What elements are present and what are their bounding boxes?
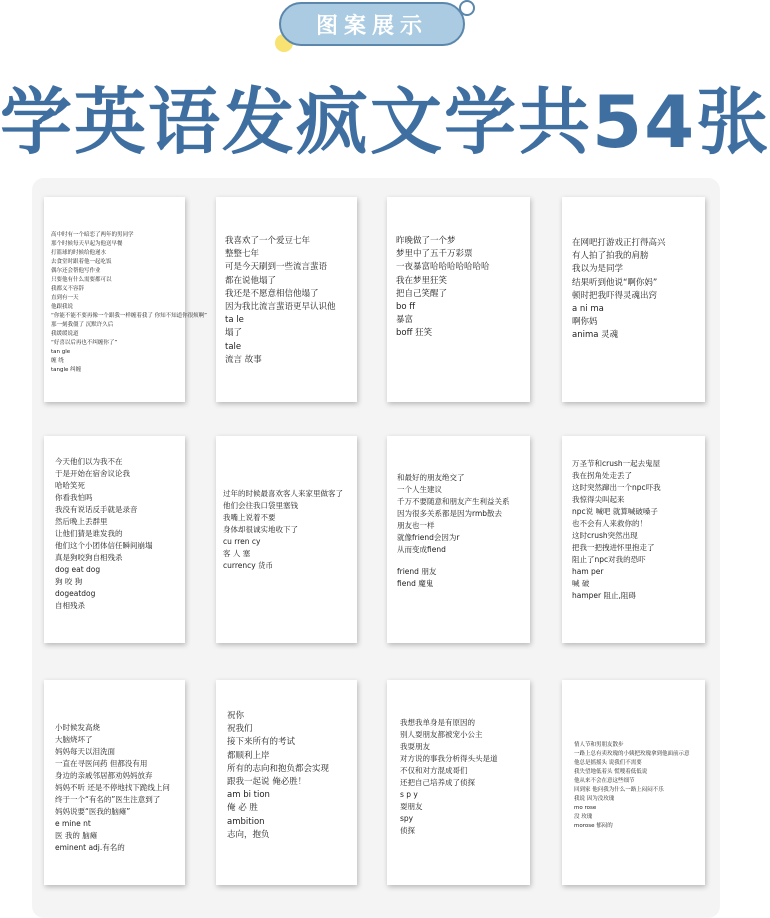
story-card <box>216 680 357 885</box>
card-text-line: 今天他们以为我不在 <box>55 457 123 466</box>
story-card <box>44 197 207 402</box>
card-text-line: 一路上总有卖玫瑰的小姨把玫瑰拿到他面前示意 <box>574 751 690 757</box>
card-text-line: 去食堂时跟着他一起吃饭 <box>51 259 112 265</box>
story-card <box>44 436 185 643</box>
card-text-line: morose 郁闷的 <box>574 823 613 829</box>
card-text-line: fiend 魔鬼 <box>397 579 434 588</box>
card-text-line: 妈妈不听 还是不停地找下跪线上问 <box>55 783 170 792</box>
card-text-line: 于是开始在宿舍议论我 <box>55 469 130 478</box>
card-text-line: 他总是摇摇头 说我们不需要 <box>574 760 642 766</box>
card-text-line: 终于一个“有名的”医生注意到了 <box>55 795 161 804</box>
card-text-line: 我嘴上说着不要 <box>223 513 276 522</box>
card-text-line: 他从来不会在意这些细节 <box>574 778 635 784</box>
card-text-line: “你能不能不要再像一个跟我一样缠着我了 你知不知道你很烦啊” <box>51 313 207 319</box>
card-text-line: 自相残杀 <box>55 601 85 610</box>
blue-dot-decoration <box>459 0 475 16</box>
card-text-line: 啊你妈 <box>572 317 598 328</box>
card-text-line: currency 货币 <box>223 561 274 570</box>
section-badge <box>271 0 481 60</box>
card-text-line: 结果听到他说“啊你妈” <box>572 277 658 288</box>
card-text-line: “好喜以后再也不纠缠你了” <box>51 340 118 346</box>
card-text-line: 侦探 <box>400 826 415 835</box>
card-text-line: tale <box>225 341 242 352</box>
card-text-line: 整整七年 <box>225 249 260 260</box>
badge-label: 图案展示 <box>279 2 465 46</box>
card-text-line: 把我一把拽进怀里抱走了 <box>572 543 655 552</box>
card-text-line: 万圣节和crush一起去鬼屋 <box>572 459 661 468</box>
card-text-line: 可是今天刷到一些流言蜚语 <box>225 262 328 273</box>
card-text-line: 身边的亲戚邻居都劝妈妈放弃 <box>55 771 153 780</box>
card-text-line: 这时crush突然出现 <box>572 531 638 540</box>
card-text-line: 打篮球的时候给他递水 <box>51 250 107 256</box>
card-text-line: 我在梦里狂笑 <box>396 275 448 286</box>
card-text-line: 祝我们 <box>227 724 253 735</box>
card-text-line: 然后晚上丢群里 <box>55 517 108 526</box>
card-text-line: 缠 绕 <box>51 358 64 364</box>
story-card <box>562 197 705 402</box>
card-text-line: e mine nt <box>55 819 91 828</box>
card-text-line: 喊 破 <box>572 579 590 588</box>
card-text-line: ambition <box>227 816 265 827</box>
card-text-line: 小时候发高烧 <box>55 723 100 732</box>
card-text-line: 所有的志向和抱负都会实现 <box>227 763 330 774</box>
card-text-line: 他跟我说 <box>51 304 74 310</box>
story-card <box>387 680 530 885</box>
story-card <box>562 680 705 885</box>
card-text-line: 我失望地低着头 慌嗖着低低说 <box>574 769 648 775</box>
story-card <box>562 436 705 643</box>
card-text-line: 耍朋友 <box>400 802 423 811</box>
story-card <box>387 436 530 643</box>
card-text-line: ham per <box>572 567 604 576</box>
card-text-line: 接下来所有的考试 <box>227 737 296 748</box>
card-text-line: 祝你 <box>227 711 245 721</box>
card-text-line: 我耍朋友 <box>400 742 430 751</box>
card-text-line: 哈哈笑死 <box>55 481 85 490</box>
card-text-line: 真是狗咬狗自相残杀 <box>55 553 123 562</box>
card-text-line: 因为我比流言蜚语更早认识他 <box>225 302 336 313</box>
card-text-line: 和最好的朋友绝交了 <box>397 473 465 482</box>
card-text-line: anima 灵魂 <box>572 330 619 341</box>
card-text-line: 我都义不容辞 <box>51 286 85 292</box>
card-text-line: 对方说的事我分析得头头是道 <box>400 754 498 763</box>
card-text-line: s p y <box>400 790 418 799</box>
story-card <box>216 197 357 402</box>
card-text-line: boff 狂笑 <box>396 328 433 339</box>
card-text-line: 让他们猜是谁发我的 <box>55 529 123 538</box>
story-card <box>387 197 530 402</box>
card-text-line: 妈妈每天以泪洗面 <box>55 747 115 756</box>
card-text-line: npc说 喊吧 就算喊破嗓子 <box>572 507 658 516</box>
card-text-line: 你看我怕吗 <box>55 493 93 502</box>
card-text-line: 这时突然蹿出一个npc吓我 <box>572 483 661 492</box>
card-text-line: 我缓缓说道 <box>51 331 79 337</box>
card-text-line: eminent adj.有名的 <box>55 843 125 852</box>
card-text-line: 我说 因为没玫瑰 <box>574 796 615 802</box>
card-text-line: 高中时有一个暗恋了两年的男同学 <box>51 232 134 238</box>
card-text-line: 我想我单身是有原因的 <box>400 718 475 727</box>
card-text-line: mo rose <box>574 805 597 811</box>
card-text-line: 跟我一起说 俺必胜！ <box>227 777 307 788</box>
card-text-line: a ni ma <box>572 304 604 315</box>
card-text-line: 大脑烧坏了 <box>55 735 93 744</box>
card-text-line: 不仅和对方混成哥们 <box>400 766 468 775</box>
card-text-line: 一夜暴富哈哈哈哈哈哈哈 <box>396 262 490 273</box>
card-text-line: 别人耍朋友都被宠小公主 <box>400 730 483 739</box>
card-text-line: 俺 必 胜 <box>227 803 258 814</box>
story-card <box>44 680 185 885</box>
card-text-line: 医 我的 脑瘫 <box>55 831 98 840</box>
card-text-line: 流言 故事 <box>225 354 262 365</box>
card-text-line: hamper 阻止,阻碍 <box>572 591 636 600</box>
card-text-line: 阻止了npc对我的恐吓 <box>572 555 646 564</box>
page-title: 学英语发疯文学共54张 <box>0 80 770 164</box>
card-text-line: 我没有说话反手就是录音 <box>55 505 138 514</box>
card-text-line: tan gle <box>51 349 71 355</box>
card-text-line: 都在说他塌了 <box>225 275 277 286</box>
card-text-line: 我惊得尖叫起来 <box>572 495 625 504</box>
story-card <box>216 436 357 643</box>
card-text-line: 千万不要随意和朋友产生利益关系 <box>397 497 510 506</box>
card-text-line: 就像friend会因为r <box>397 533 460 542</box>
card-text-line: 狗 咬 狗 <box>55 577 83 586</box>
card-text-line: 因为很多关系都是因为rmb散去 <box>397 509 503 518</box>
card-text-line: 顿时把我吓得灵魂出窍 <box>572 290 658 301</box>
card-text-line: dog eat dog <box>55 565 101 574</box>
card-text-line: 那个时候每天早起为他送早餐 <box>51 241 123 247</box>
card-text-line: 在网吧打游戏正打得高兴 <box>572 238 666 248</box>
card-text-line: 妈妈说要“医我的脑瘫” <box>55 807 131 816</box>
card-text-line: dogeatdog <box>55 589 96 598</box>
card-text-line: 也不会有人来救你的！ <box>572 519 647 528</box>
card-text-line: 都顺利上岸 <box>227 750 270 761</box>
card-text-line: 没 玫瑰 <box>574 814 593 820</box>
card-text-line: 客 人 塞 <box>223 549 251 558</box>
card-text-line: 梦里中了五千万彩票 <box>396 249 473 260</box>
card-text-line: bo ff <box>396 302 416 313</box>
card-text-line <box>397 556 530 566</box>
card-text-line: 只要他有什么需要都可以 <box>51 277 112 283</box>
card-text-line: 回到家 他问我为什么一路上闷闷不乐 <box>574 787 664 793</box>
card-text-line: 朋友也一样 <box>397 521 435 530</box>
card-text-line: 塌了 <box>225 328 243 339</box>
card-text-line: 偶尔还会帮他写作业 <box>51 268 101 274</box>
card-text-line: 还把自己培养成了侦探 <box>400 778 475 787</box>
card-text-line: cu rren cy <box>223 537 261 546</box>
card-text-line: 情人节和男朋友散步 <box>574 742 624 748</box>
card-text-line: 过年的时候最喜欢客人来家里做客了 <box>223 489 343 498</box>
card-text-line: 暴富 <box>396 315 414 326</box>
card-text-line: 他们这个小团体信任瞬间崩塌 <box>55 541 153 550</box>
card-text-line: 从而变成fiend <box>397 545 446 554</box>
card-text-line: 他们会往我口袋里塞钱 <box>223 501 298 510</box>
card-text-line: spy <box>400 814 414 823</box>
card-text-line: 我在拐角处走丢了 <box>572 471 632 480</box>
card-text-line: 一个人生建议 <box>397 485 442 494</box>
card-text-line: 把自己笑醒了 <box>396 288 448 299</box>
card-text-line: 直到有一天 <box>51 295 79 301</box>
card-text-line: tangle 纠缠 <box>51 367 82 373</box>
card-text-line: friend 朋友 <box>397 567 437 576</box>
card-text-line: 昨晚做了一个梦 <box>396 236 456 246</box>
card-text-line: 我还是不愿意相信他塌了 <box>225 288 319 299</box>
card-text-line: 我喜欢了一个爱豆七年 <box>225 236 311 246</box>
card-text-line: 我以为是同学 <box>572 264 624 275</box>
card-text-line: 那一刻我僵了 沉默许久后 <box>51 322 114 328</box>
card-text-line: 一直在寻医问药 但都没有用 <box>55 759 148 768</box>
card-text-line: am bi tion <box>227 790 270 801</box>
card-text-line: ta le <box>225 315 244 326</box>
card-text-line: 志向，抱负 <box>227 829 270 840</box>
card-text-line: 身体却很诚实地收下了 <box>223 525 298 534</box>
card-text-line: 有人拍了拍我的肩膀 <box>572 251 649 262</box>
